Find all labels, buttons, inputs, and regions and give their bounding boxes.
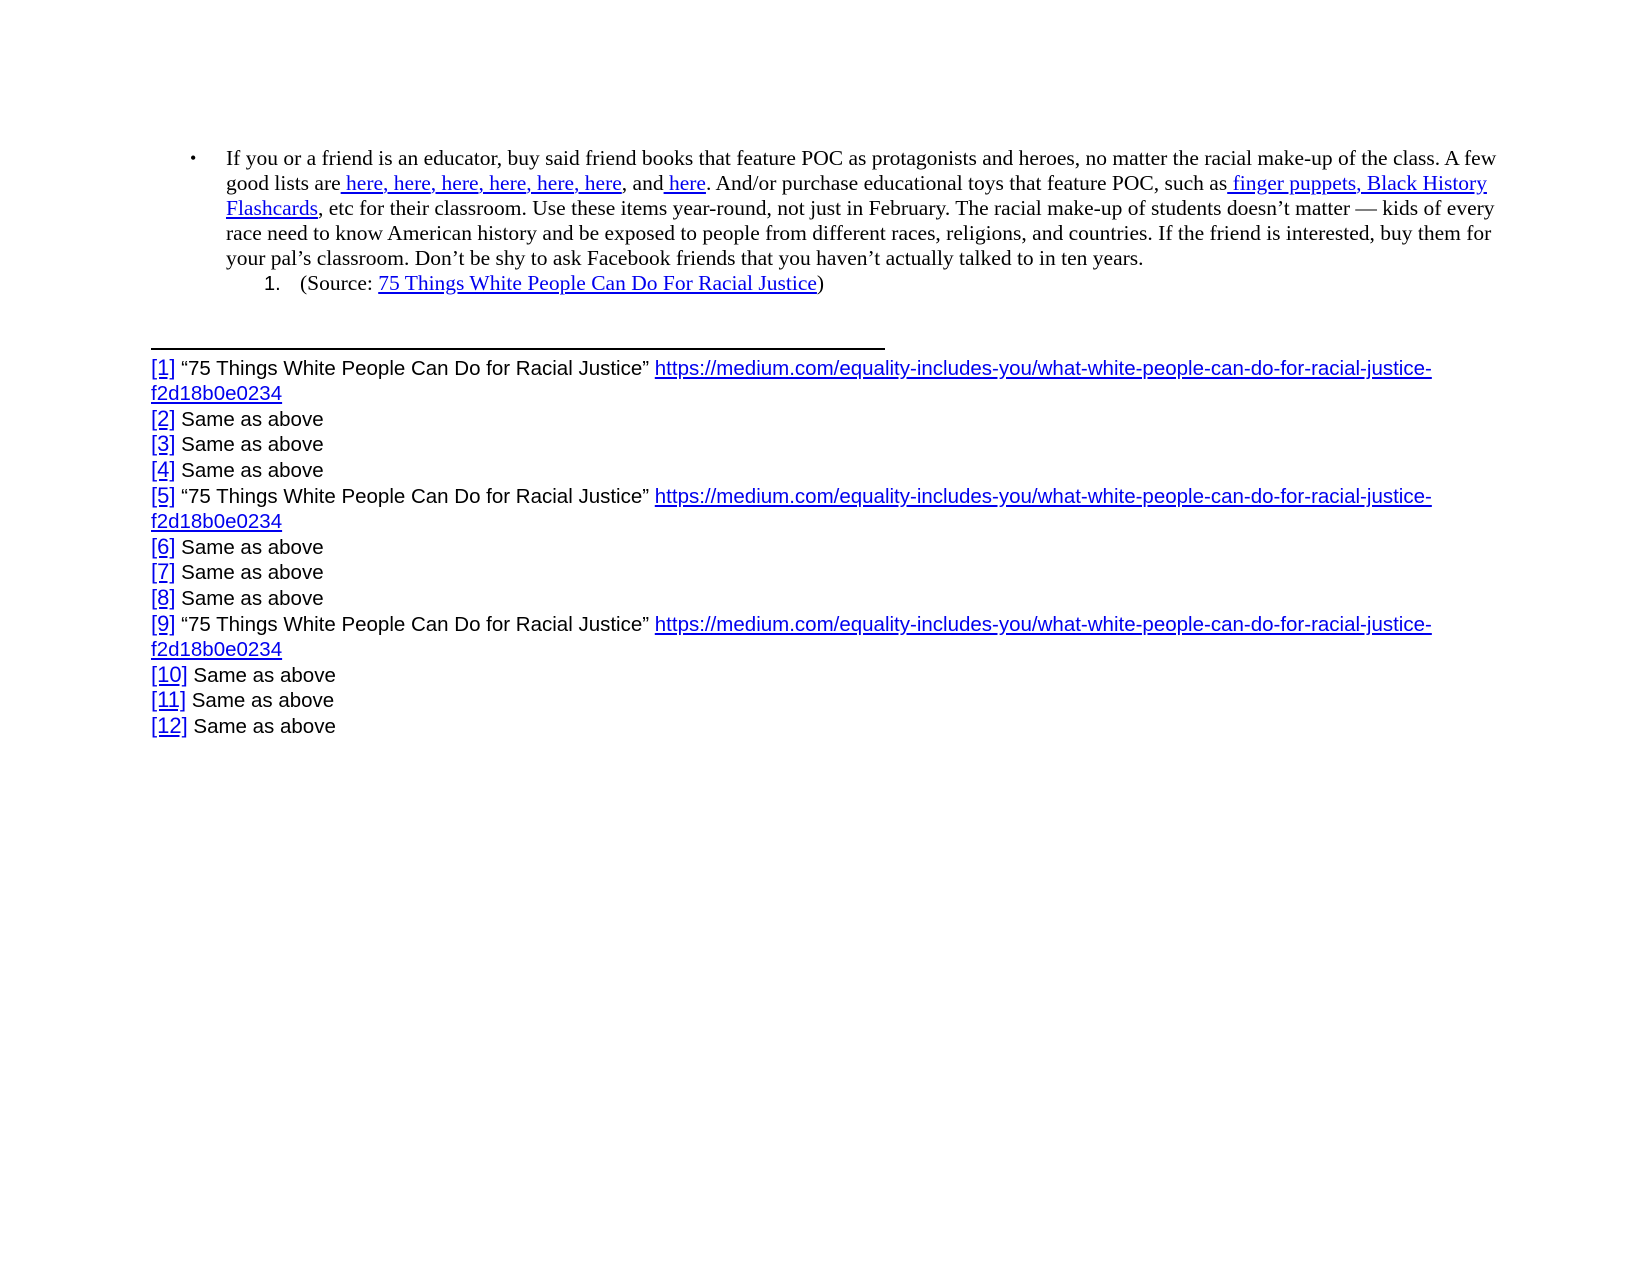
footnote-text: Same as above [175, 433, 324, 457]
book-list-link-6[interactable]: , here [574, 171, 622, 195]
footnote-ref-link[interactable]: [5] [151, 482, 176, 508]
source-list-item [264, 271, 1520, 297]
book-list-link-1[interactable]: here [340, 171, 384, 195]
bulleted-list-item [180, 146, 1520, 297]
footnote-text: Same as above [175, 535, 324, 559]
bullet-text-and: , and [621, 171, 664, 195]
footnote [151, 484, 1471, 535]
source-link[interactable]: 75 Things White People Can Do For Racial Justice [378, 271, 817, 295]
footnote-ref-link[interactable]: [10] [151, 661, 188, 687]
footnote-text: “75 Things White People Can Do for Racial Justice” [175, 484, 655, 508]
footnote-ref-link[interactable]: [11] [151, 687, 187, 713]
footnote [151, 714, 1471, 740]
footnote-text: Same as above [175, 407, 324, 431]
footnote-ref-link[interactable]: [1] [151, 355, 176, 380]
book-list-link-5[interactable]: , here [526, 171, 575, 195]
footnote-text: Same as above [187, 715, 336, 739]
footnote-ref-link[interactable]: [12] [151, 713, 188, 739]
footnote [151, 663, 1471, 689]
bullet-text-intro: If you or a friend is an educator, buy said friend books that feature POC as protagonists and heroes, no matter the racial make-up of the class. A few good lists are [226, 146, 1497, 195]
bullet-icon: • [190, 148, 197, 168]
footnote [151, 407, 1471, 433]
footnote [151, 432, 1471, 458]
footnote-ref-link[interactable]: [4] [151, 457, 176, 483]
footnote-ref-link[interactable]: [3] [151, 431, 176, 457]
footnote-ref-link[interactable]: [2] [151, 405, 176, 431]
list-number: 1. [264, 273, 281, 295]
footnotes-list [151, 356, 1471, 740]
footnote-text: Same as above [175, 459, 324, 483]
flashcards-link[interactable]: , Black History Flashcards [226, 171, 1487, 220]
footnote [151, 535, 1471, 561]
finger-puppets-link[interactable]: finger puppets [1227, 171, 1357, 195]
book-list-link-7[interactable]: here [663, 171, 706, 195]
footnote-text: Same as above [175, 561, 324, 585]
footnote-url-link[interactable]: https://medium.com/equality-includes-you/what-white-people-can-do-for-racial-justice-f2d18b0e0234 [151, 484, 1432, 533]
footnote [151, 586, 1471, 612]
source-prefix: (Source: [300, 271, 379, 295]
footnote-separator [151, 348, 885, 350]
footnote [151, 688, 1471, 714]
footnote [151, 560, 1471, 586]
footnote [151, 356, 1471, 407]
footnote-url-link[interactable]: https://medium.com/equality-includes-you/what-white-people-can-do-for-racial-justice-f2d18b0e0234 [151, 612, 1432, 661]
source-suffix: ) [816, 271, 825, 295]
book-list-link-3[interactable]: , here [430, 171, 479, 195]
footnote-ref-link[interactable]: [7] [151, 559, 176, 585]
footnote-text: Same as above [187, 663, 336, 687]
footnote-ref-link[interactable]: [9] [151, 610, 176, 636]
footnote-text: “75 Things White People Can Do for Racial Justice” [175, 357, 655, 380]
footnote [151, 458, 1471, 484]
bullet-text-rest: , etc for their classroom. Use these items year-round, not just in February. The racial make-up of students doesn’t matter — kids of every race need to know American history and be exposed to people from different races, religions, and countries. If the friend is interested, buy them for your pal’s classroom. Don’t be shy to ask Facebook friends that you haven’t actually talked to in ten years. [226, 196, 1495, 270]
footnote-text: “75 Things White People Can Do for Racial Justice” [175, 612, 655, 636]
bullet-paragraph [226, 146, 1520, 271]
footnote-text: Same as above [175, 587, 324, 611]
footnote [151, 612, 1471, 663]
book-list-link-2[interactable]: , here [383, 171, 431, 195]
footnote-url-link[interactable]: https://medium.com/equality-includes-you/what-white-people-can-do-for-racial-justice-f2d18b0e0234 [151, 357, 1432, 405]
footnote-ref-link[interactable]: [6] [151, 533, 176, 559]
book-list-link-4[interactable]: , here [478, 171, 527, 195]
footnote-ref-link[interactable]: [8] [151, 585, 176, 611]
bullet-text-toys: . And/or purchase educational toys that feature POC, such as [705, 171, 1228, 195]
footnote-text: Same as above [186, 689, 335, 713]
